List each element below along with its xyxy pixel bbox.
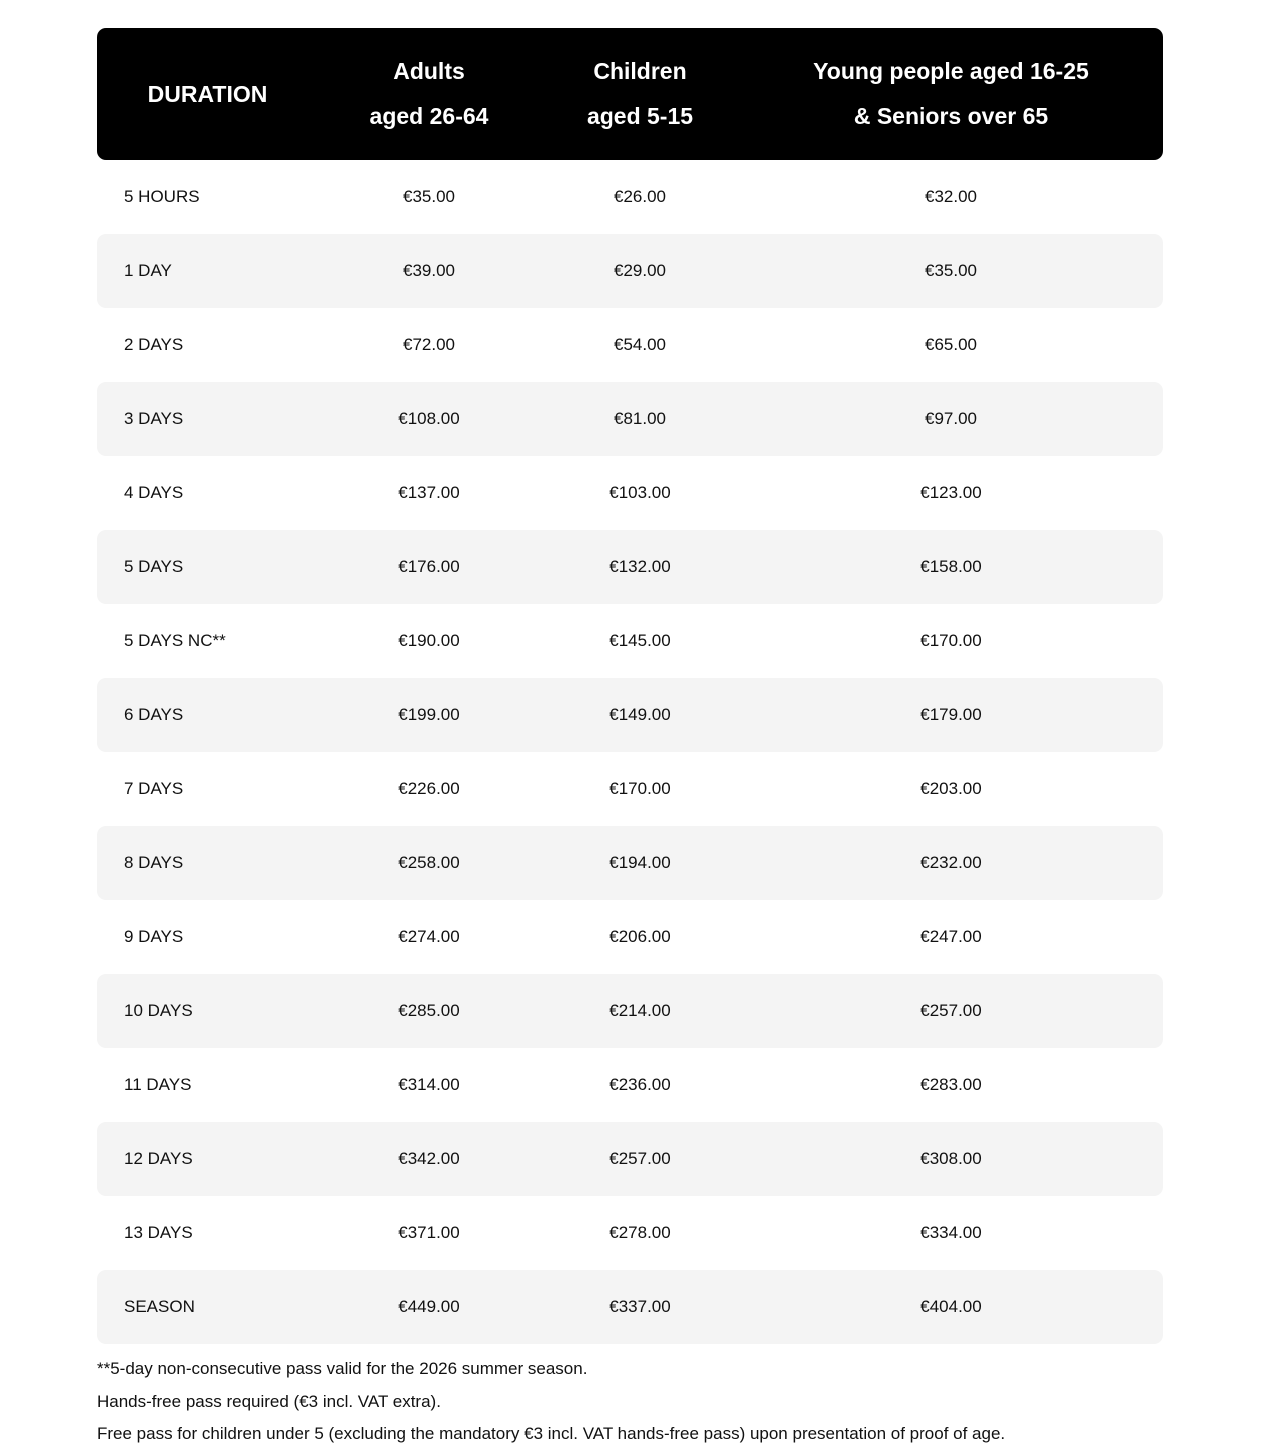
table-row [97, 1196, 1163, 1270]
cell-duration: 2 DAYS [124, 335, 184, 354]
cell-adults-price: €72.00 [403, 335, 455, 354]
cell-children-price: €257.00 [609, 1149, 671, 1168]
cell-young-price: €257.00 [920, 1001, 982, 1020]
cell-young-price: €203.00 [920, 779, 982, 798]
table-row [97, 1122, 1163, 1196]
cell-adults-price: €108.00 [398, 409, 460, 428]
cell-duration: 5 HOURS [124, 187, 200, 206]
table-row [97, 604, 1163, 678]
cell-adults-price: €285.00 [398, 1001, 460, 1020]
cell-duration: 9 DAYS [124, 927, 184, 946]
table-row [97, 456, 1163, 530]
cell-duration: 3 DAYS [124, 409, 184, 428]
cell-duration: 4 DAYS [124, 483, 184, 502]
table-row [97, 308, 1163, 382]
cell-adults-price: €258.00 [398, 853, 460, 872]
cell-children-price: €145.00 [609, 631, 671, 650]
cell-young-price: €158.00 [920, 557, 982, 576]
cell-duration: 10 DAYS [124, 1001, 193, 1020]
cell-children-price: €170.00 [609, 779, 671, 798]
table-row [97, 1270, 1163, 1344]
cell-adults-price: €39.00 [403, 261, 455, 280]
cell-adults-price: €449.00 [398, 1297, 460, 1316]
cell-adults-price: €176.00 [398, 557, 460, 576]
cell-adults-price: €274.00 [398, 927, 460, 946]
cell-duration: 5 DAYS NC** [124, 631, 226, 650]
cell-children-price: €103.00 [609, 483, 671, 502]
cell-children-price: €278.00 [609, 1223, 671, 1242]
cell-young-price: €404.00 [920, 1297, 982, 1316]
cell-young-price: €170.00 [920, 631, 982, 650]
footnote-nc-pass: **5-day non-consecutive pass valid for the 2026 summer season. [97, 1359, 588, 1378]
cell-children-price: €81.00 [614, 409, 666, 428]
cell-duration: 8 DAYS [124, 853, 184, 872]
cell-young-price: €123.00 [920, 483, 982, 502]
cell-adults-price: €199.00 [398, 705, 460, 724]
table-body [97, 160, 1163, 1344]
cell-children-price: €214.00 [609, 1001, 671, 1020]
cell-adults-price: €342.00 [398, 1149, 460, 1168]
table-row [97, 1048, 1163, 1122]
header-adults-line1: Adults [393, 58, 465, 84]
header-children-line1: Children [593, 58, 687, 84]
cell-duration: SEASON [124, 1297, 195, 1316]
table-header [97, 28, 1163, 160]
cell-young-price: €35.00 [925, 261, 977, 280]
cell-adults-price: €226.00 [398, 779, 460, 798]
cell-children-price: €132.00 [609, 557, 671, 576]
table-row [97, 826, 1163, 900]
table-row [97, 530, 1163, 604]
table-row [97, 752, 1163, 826]
cell-children-price: €26.00 [614, 187, 666, 206]
price-table [97, 28, 1163, 1344]
cell-young-price: €97.00 [925, 409, 977, 428]
cell-children-price: €206.00 [609, 927, 671, 946]
cell-young-price: €32.00 [925, 187, 977, 206]
footnotes [97, 1353, 1197, 1451]
cell-young-price: €179.00 [920, 705, 982, 724]
header-children-line2: aged 5-15 [586, 103, 694, 129]
footnote-children-under-5: Free pass for children under 5 (excluding the mandatory €3 incl. VAT hands-free pass) upon presentation of proof of age. [97, 1424, 1006, 1443]
cell-young-price: €283.00 [920, 1075, 982, 1094]
header-children [540, 49, 740, 139]
cell-children-price: €54.00 [614, 335, 666, 354]
cell-adults-price: €190.00 [398, 631, 460, 650]
cell-duration: 12 DAYS [124, 1149, 193, 1168]
cell-young-price: €308.00 [920, 1149, 982, 1168]
table-row [97, 678, 1163, 752]
table-row [97, 974, 1163, 1048]
cell-adults-price: €371.00 [398, 1223, 460, 1242]
cell-young-price: €334.00 [920, 1223, 982, 1242]
footnote-hands-free-pass: Hands-free pass required (€3 incl. VAT extra). [97, 1391, 441, 1411]
header-young-seniors [740, 49, 1162, 139]
header-young-line2: & Seniors over 65 [853, 103, 1049, 129]
cell-children-price: €29.00 [614, 261, 666, 280]
cell-young-price: €232.00 [920, 853, 982, 872]
header-young-line1: Young people aged 16-25 [813, 58, 1089, 84]
cell-children-price: €337.00 [609, 1297, 671, 1316]
cell-young-price: €247.00 [920, 927, 982, 946]
cell-adults-price: €35.00 [403, 187, 455, 206]
header-adults-line2: aged 26-64 [369, 103, 489, 129]
cell-duration: 6 DAYS [124, 705, 184, 724]
header-duration [97, 72, 318, 117]
cell-duration: 13 DAYS [124, 1223, 193, 1242]
table-row [97, 234, 1163, 308]
cell-duration: 1 DAY [124, 261, 172, 280]
table-row [97, 900, 1163, 974]
cell-children-price: €194.00 [609, 853, 671, 872]
cell-children-price: €149.00 [609, 705, 671, 724]
header-adults [318, 49, 540, 139]
cell-young-price: €65.00 [925, 335, 977, 354]
cell-duration: 5 DAYS [124, 557, 184, 576]
cell-duration: 11 DAYS [124, 1075, 192, 1094]
table-row [97, 160, 1163, 234]
table-row [97, 382, 1163, 456]
cell-adults-price: €314.00 [398, 1075, 460, 1094]
cell-adults-price: €137.00 [398, 483, 460, 502]
header-duration-label: DURATION [147, 80, 268, 107]
cell-duration: 7 DAYS [124, 779, 184, 798]
cell-children-price: €236.00 [609, 1075, 671, 1094]
